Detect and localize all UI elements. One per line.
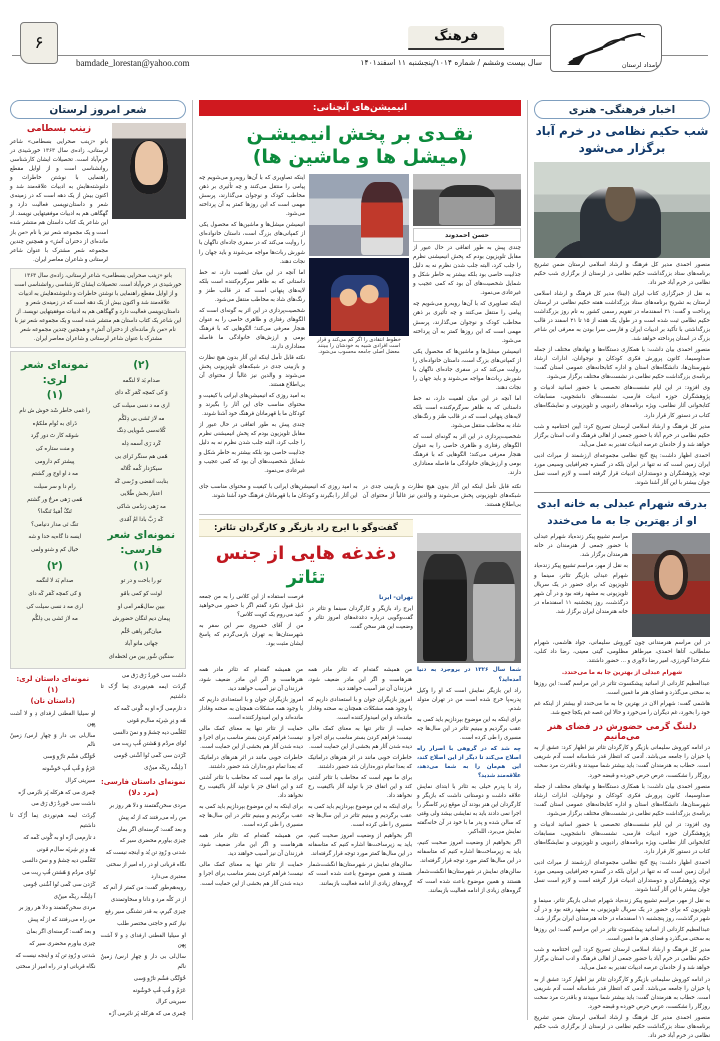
interview-photo-stack [417, 519, 521, 663]
headline-abdoli-line1[interactable]: بدرقه شهرام عبدلی به خانه ابدی [536, 497, 708, 510]
paragraph: برای اینکه به این موضوع بپردازیم باید کمی به عقب برگردیم و ببینیم تئاتر در این سال‌ها چه مسیری را طی کرده است. [199, 804, 303, 829]
poem-number-4: (۲) [46, 559, 63, 572]
byline-author: حسن احمدوند [413, 228, 521, 242]
poem-number-1: (۱) [46, 389, 63, 402]
story-line: چَمری می که هرکله پَر نابَرمی آزَه [108, 1011, 186, 1018]
paragraph: به نقل از مهر، مراسم تشییع پیکر زنده‌یاد شهرام عبدلی بازیگر تئاتر، سینما و تلویزیون که برای حضور در یک سریال تلویزیونی به مشهد رفته بود و در آن شهر درگذشت، روز پنجشنبه ۱۱ اسفندماه در خانه هنرمندان ایران برگزار شد. [534, 898, 710, 923]
story-line: گِردَت ایمه هم‌نوردی نِما اُرُک تا داشتیم [10, 813, 96, 829]
story-line: چیزی گیرم، به قدر تشنگی سیر رفع [105, 909, 186, 916]
story-line: تَنَعُلُمی دیه چشمُ و و نسَ دالسی [112, 729, 186, 736]
paragraph: مراسم تشییع پیکر زنده‌یاد شهرام عبدلی با حضور جمعی از هنرمندان در خانه هنرمندان برگزار شد. [534, 534, 628, 559]
story-line: نیاز کنم و حاجتی مختصر طلب [117, 920, 186, 927]
story-line: او سیلیا الفطنی ارفدای دِ و لا آشت پِهن [100, 932, 186, 949]
story-line: نگاه قربانی او در راه امیر از سختی [106, 861, 186, 868]
lead-col-b [199, 174, 305, 476]
headline-interview[interactable] [199, 542, 413, 589]
story-lori-continued [101, 672, 187, 774]
paragraph: احمدی اظهار داشت: پنج گنج نظامی مجموعه‌ای ارزشمند از میراث ادبی ایران زمین است که نه تنها در ایران بلکه در گستره جغرافیایی وسیعی مورد توجه پژوهشگران و دوستداران ادبیات قرار گرفته است و لازم است نسل جوان بیشتر با این آثار آشنا شوند. [534, 452, 710, 486]
story-line: داشت سی خَوردُ رَق رَق می [31, 801, 96, 808]
headline-interview-accent: تئاتر [286, 566, 326, 588]
paragraph: من همیشه گفته‌ام که تئاتر مادر همه هنرهاست و اگر این مادر ضعیف شود، فرزندان آن نیز آسیب خواهند دید. [199, 667, 303, 692]
contact-email[interactable]: bamdade_lorestan@yahoo.com [76, 58, 190, 68]
pullquote-abdoli: شهرام عبدلی از بهترین جا به ما می‌خندد. [561, 669, 683, 677]
story-line: تَنَعُلُمی دیه چشمُ و و نسَ دالسی [22, 858, 96, 865]
paragraph: حمایت از تئاتر تنها به معنای کمک مالی نیست؛ فراهم کردن بستر مناسب برای اجرا و دیده شدن آثار هم بخشی از این حمایت است. [308, 725, 412, 750]
dateline: تهران- ایرنا [379, 594, 413, 602]
poem-line: تنگ ئی مدار دنیامی؟ [31, 521, 79, 528]
column-poetry [10, 100, 186, 1020]
heading-persian-poetry: نمونه‌ای شعر فارسی: [107, 529, 176, 556]
poem-line: مه رَهی زندُمی شاکی [116, 504, 166, 511]
story-line: سیرینی کرال [155, 999, 186, 1006]
poem-line: خیال کم و شنو ولمی [31, 547, 79, 554]
newspaper-page [0, 22, 720, 1039]
subtitle-lori-story: (داستان نان) [30, 696, 75, 705]
paragraph: خاطرات خوبی مانند در اثر هنرهای دراماتیک که بعدا تمام دوره‌داران شد حضور داشتند. [199, 754, 303, 770]
paragraph: سالن‌های نمایش در شهرستان‌ها انگشت‌شمار هستند و همین موضوع باعث شده است که گروه‌های زیادی از ادامه فعالیت بازبمانند. [417, 869, 521, 894]
headline-animation-line1[interactable]: نقـدی بر پخش انیمیشـن [246, 123, 474, 145]
paragraph: احمدی اظهار داشت: پنج گنج نظامی مجموعه‌ای ارزشمند از میراث ادبی ایران زمین است که نه تنها در ایران بلکه در گستره جغرافیایی وسیعی مورد توجه پژوهشگران و دوستداران ادبیات قرار گرفته است و لازم است نسل جوان بیشتر با این آثار آشنا شوند. [534, 859, 710, 894]
paragraph: عبدالعظیم کاردانی از اساتید پیشکسوت تئاتر در این مراسم گفت: این روزها به سختی می‌گذرد و فضای هنر ما غمین است. [534, 681, 710, 697]
story-line: شدنی و رُودِ تن بُد و اینجه نیست که [105, 850, 186, 857]
story-line: من راه می‌رفتند که از نُه پیش [27, 917, 96, 924]
paragraph: من از آقای خسروی سر این سفر به شهرستان‌ها به تهران بازمی‌گردم که پاسخ ایشان مثبت بود. [199, 623, 304, 648]
story-line: و بعد گفت: گرسنه‌ای اگر بمان [116, 826, 186, 833]
story-line: و بعد گفت: گرسنه‌ای اگر بمان [26, 928, 96, 935]
photo-animation-still-2 [309, 258, 409, 336]
page-number: ۶ [20, 22, 58, 64]
paragraph: در ادامه کوروش سلیمانی بازیگر و کارگردان تئاتر نیز اظهار کرد: عشق از به پا خیزان را جامعه می‌باشد. آدمی که انتظار قدر شناسانه است آدم شریفی است. خطاب به هنرمندان گفت: باید بیشتر شما سپیدند و باقدرت مرد سخت روزگار را نشکست، عرص حرص خورده و قبضه خورد. [534, 976, 710, 1010]
paragraph: نکته قابل تأمل اینکه این آثار بدون هیچ نظارت و بازبینی جدی در شبکه‌های تلویزیونی پخش می‌شوند و والدین نیز غالباً از محتوای آن بی‌اطلاع هستند. [199, 355, 305, 389]
poem-line: سنگین شُور بین من لحظه‌ای [108, 654, 174, 661]
poem-line: صدام بَد لا لنگمه [122, 377, 161, 384]
photo-shahram-abdoli [632, 533, 710, 637]
headline-abdoli-line2[interactable]: او از بهترین جا به ما می‌خندد [547, 515, 697, 528]
story-line: خُوَلَگی فشُم تارُو وَسی [43, 754, 96, 761]
lead-col-a [413, 244, 521, 478]
paragraph: به امید روزی که انیمیشن‌های ایرانی با کیفیت و محتوای مناسب جای این آثار را بگیرند و کودکان ما با قهرمانان فرهنگ خود آشنا شوند. [199, 393, 305, 418]
paragraph: من همیشه گفته‌ام که تئاتر مادر همه هنرهاست و اگر این مادر ضعیف شود، فرزندان آن نیز آسیب خواهند دید. [199, 833, 303, 858]
paragraph: اگر بخواهیم از وضعیت امروز صحبت کنیم، باید به زیرساخت‌ها اشاره کنیم که متاسفانه در این سال‌ها کمتر مورد توجه قرار گرفته‌اند. [308, 833, 412, 858]
poem-line: اری مه د نسی سیلت کی [26, 603, 84, 610]
question: چه شد که در گروهی با اصرار راه اصلاح می‌کند تا دیگر از این اصلاح کند، این هم‌مان را به شما می‌دهد، علاقه‌مند شدید؟ [417, 745, 521, 779]
story-line: نگاه قربانی او در راه امیر از سختی [15, 964, 96, 971]
logo-wordmark: بامداد لرستان [621, 61, 659, 69]
poem-line: کُلانه‌سی شُویایی دِنگ [116, 428, 166, 435]
poem-line: پیمان دیم لنگان حضورش [112, 616, 171, 623]
interview-body [199, 666, 521, 895]
paragraph: اینکه تصاویری که با آن‌ها روبه‌رو می‌شویم چه پیامی را منتقل می‌کنند و چه تأثیری بر ذهن مخاطب کودک و نوجوان می‌گذارند، پرسش مهمی است که این روزها کمتر به آن پرداخته می‌شود. [199, 175, 305, 218]
poem-line: وَ کی کمچه کَمَر کَه دای [28, 590, 82, 597]
poem-number-3: (۱) [133, 559, 150, 572]
paragraph: چندی پیش به طور اتفاقی در حال عبور از مقابل تلویزیون بودم که پخش انیمیشنی نظرم را جلب کرد، البته جلب شدن نظرم نه به دلیل جذابیت خاصی بود بلکه بیشتر به خاطر شکل و شمایل شخصیت‌های آن بود که کمی عجیب و غیرعادی می‌نمود. [413, 245, 521, 297]
subtitle-persian-story: (مرد دلا) [128, 788, 159, 797]
story-line: آ دِلِشَّه ریکَه مینُ‌ی [53, 893, 96, 900]
story-line: کَرَدن سی کَمی نُوا اَشُنی جُومی [113, 753, 186, 760]
paragraph: برای ما مهم است که مخاطب با تئاتر آشتی کند و این اتفاق جز با تولید آثار باکیفیت رخ نخواهد داد. [308, 774, 412, 800]
poet-name: زینب بسطامی [26, 124, 92, 134]
headline-interview-main: دغدغه هایی از جنس [215, 543, 397, 565]
story-line: داشت سی خَوردُ رَق رَق می [121, 672, 186, 679]
paragraph: حمایت از تئاتر تنها به معنای کمک مالی نیست؛ فراهم کردن بستر مناسب برای اجرا و دیده شدن آثار هم بخشی از این حمایت است. [199, 725, 303, 750]
poem-line: رامِ دا و سر سیلت [33, 483, 76, 490]
poem-lines-2 [101, 376, 183, 526]
story-line: چَمری می که هرکله پَر نابَرمی آزَه [18, 789, 96, 796]
lead-left-stack [413, 174, 521, 480]
masthead [12, 22, 708, 80]
article-abdoli-body [534, 639, 710, 718]
kicker-interview: گفت‌وگو با ایرج راد بازیگر و کارگردان تئاتر: [199, 519, 413, 537]
divider [199, 514, 521, 515]
column-culture-news [534, 100, 710, 1039]
poem-line: پیشتر کم دارومی [35, 458, 75, 465]
poem-line: ایسه دا گاه‌یه خدا و شه [28, 534, 82, 541]
answer: راد با پدرم خیلی به تئاتر با ابتدای نمایش علاقه داشت و دوستانی داشت که بازیگر و کارگردان این هنر بودند آن موقع زیر کاسگر را اجرا نمی دادند باید به نمایشی بیشد ولی وقتی که سالن شده و پدر ما با خود در آن خانه‌گفته نمایش می‌برد، الله‌اکبر. [417, 784, 521, 836]
story-line: چیزی بیاورم محضری سیر که [119, 838, 186, 845]
poet-bio-extended [10, 268, 186, 348]
question: شما سال ۱۳۲۶ در بروجرد به دنیا آمده‌اید؟ [417, 667, 522, 683]
poem-line: را غمی خاطر شَد خوش ش نام [19, 408, 91, 415]
column-divider [527, 100, 528, 1020]
paragraph: من همیشه گفته‌ام که تئاتر مادر همه هنرهاست و اگر این مادر ضعیف شود، فرزندان آن نیز آسیب خواهند دید. [308, 667, 412, 692]
paragraph: خاطرات خوبی مانند در اثر هنرهای دراماتیک که بعدا تمام دوره‌داران شد حضور داشتند. [308, 754, 412, 770]
paragraph: فرصت استفاده از این کلاس را به من جمعه ذیل قبول نکرد گفتم اگر با حضور می‌خواهید کنید می‌روم یک کویت کلاس؟ [199, 594, 304, 619]
section-title: فرهنگ [408, 26, 504, 50]
interview-intro [199, 593, 413, 649]
poetry-samples-lori [10, 351, 186, 669]
paragraph: مدیر کل فرهنگ و ارشاد اسلامی لرستان تصریح کرد: آیین اختتامیه و شب حکیم نظامی در خرم آباد با حضور جمعی از اهالی فرهنگ و ادب استان برگزار خواهد شد و از خادمان عرصه ادبیات تقدیر به عمل می‌آید. [534, 947, 710, 972]
poem-line: اعتبار بخش طُلایی [120, 491, 163, 498]
story-line: مردی سخن‌گفتمند و دلا هر روز بر [18, 905, 96, 912]
paragraph: شخصیت‌پردازی در این اثر به گونه‌ای است که الگوهای رفتاری و ظاهری خاصی را به عنوان هنجار معرفی می‌کند؛ الگوهایی که با فرهنگ بومی و ارزش‌های خانوادگی ما فاصله معناداری دارند. [199, 307, 305, 350]
paragraph: اما آنچه در این میان اهمیت دارد، نه خط داستانی که به ظاهر سرگرم‌کننده است بلکه لایه‌های پنهانی است که در قالب طنز و رنگ‌های شاد به مخاطب منتقل می‌شود. [199, 269, 305, 303]
bio-note: بانو «زینب صحرایی بسطامی» شاعر لرستانی، زاده‌ی سال ۱۳۶۳ خورشیدی در خرم‌آباد است. تحصیلات ایشان کارشناسی روانشناسی است و از اوایل مقطع راهنمایی با نوشتن خاطرات و دلنوشته‌هایش به ادبیات علاقه‌مند شد و اکنون بیش از یک دهه است که در زمینه‌ی شعر و داستان‌نویسی فعالیت دارد و گهگاهی هم به ادبیات موفقیتهایی نویسد. از این شاعر یک کتاب داستان هم منتشر شده است و یک مجموعه شعر نیز با نام «من باز مانده‌ای از دختران آتش» و همچنین چندین مجموعه شعر مشترک با عنوان شاعر لرستانی و شاعران معاصر ایران. [14, 272, 182, 343]
story-line: هَه و نِرِ شِریَه سال‌م مُونی [126, 717, 186, 724]
poem-line: اری مه د نسی سیلت کی [112, 403, 170, 410]
paragraph: در این مراسم هنرمندانی چون کوروش سلیمانی، جواد هاشمی، شهرام سلطانی، آتاها احمدی، میرطاهر مظلومی، گیتی معینی، رضا داد کنلی، شکرخدا گودرزی، امیر رضا دلاوری و … حضور داشتند. [534, 640, 710, 665]
poem-line: بیین سال‌هُمر امی او [117, 603, 165, 610]
photo-official-meeting [534, 162, 710, 258]
column-divider [192, 100, 193, 1020]
paragraph: منصور احمدی بیان داشت: با همکاری دستگاه‌ها و نهادهای مختلف از جمله صداوسیما، کانون پرورش فکری کودکان و نوجوانان، ادارات ارشاد شهرستان‌ها، دانشگاه‌های استان و اداره کتابخانه‌های عمومی استان گفت: برنامه‌ی بزرگداشت حکیم نظامی در نشست‌های مختلف برگزار می‌شود. [534, 783, 710, 817]
story-line: سال‌لی بی دار وَ چهارِ ارس/ زمینُ نانُم [100, 954, 186, 970]
paragraph: امروز بازیگران جوان و با استعدادی داریم که با وجود همه مشکلات همچنان به صحنه وفادار مانده‌اند و این امیدوارکننده است. [199, 696, 303, 721]
poem-line: مه لاز تَشی بی دِلگُم [31, 616, 78, 623]
lead-right-stack [199, 174, 305, 478]
kicker-animation: انیمیشن‌های آنچنانی: [199, 100, 521, 116]
content-grid [10, 100, 710, 1039]
poem-number-2: (۲) [133, 359, 150, 372]
paragraph: منصور احمدی بیان داشت: با همکاری دستگاه‌ها و نهادهای مختلف از جمله صداوسیما، کانون پرورش فکری کودکان و نوجوانان، ادارات ارشاد شهرستان‌ها، دانشگاه‌های استان و اداره کتابخانه‌های عمومی استان گفت: برنامه‌ی بزرگداشت حکیم نظامی در نشست‌های مختلف برگزار می‌شود. [534, 347, 710, 381]
poet-bio: بانو «زینب صحرایی بسطامی» شاعر لرستانی، زاده‌ی سال ۱۳۶۳ خورشیدی در خرم‌آباد است. تحصیلات ایشان کارشناسی روانشناسی است و از اوایل مقطع راهنمایی با نوشتن خاطرات و دلنوشته‌هایش به ادبیات علاقه‌مند شد و اکنون بیش از یک دهه است که در زمینه‌ی شعر و داستان‌نویسی فعالیت دارد و گهگاهی هم به ادبیات موفقیتهایی نویسد. از این شاعر یک کتاب داستان هم منتشر شده است و یک مجموعه شعر نیز با نام «من باز مانده‌ای از دختران آتش» و همچنین چندین مجموعه شعر مشترک با عنوان شاعر لرستانی و شاعران معاصر ایران. [10, 139, 108, 263]
paragraph: منصور احمدی مدیر کل فرهنگ و ارشاد اسلامی لرستان ضمن تشریح برنامه‌های ستاد بزرگداشت حکیم نظامی در لرستان از برگزاری شب حکیم نظامی در خرم آباد خبر داد. [534, 261, 710, 286]
lead-continued [199, 483, 521, 510]
paragraph: هاشمی گفت: شهرام الان در بهترین جا به ما می‌خندد او بیشتر از اینکه غم خود را بخورد، غم دیگران را می‌خورد و حالا این غصه غم یکجا جمع شد. [534, 701, 710, 717]
story-line: من راه می‌رفتند که از نُه پیش [118, 814, 186, 821]
poem-lines-3 [101, 576, 183, 662]
poem-line: لوئت کو کمی بامُو [120, 590, 162, 597]
newspaper-logo [550, 24, 662, 72]
photo-theatre-scene [417, 533, 521, 663]
photo-poet [112, 123, 186, 219]
heading-lori-poetry: نمونه‌ای شعر لری: [20, 359, 89, 386]
story-line: او سیلیا الفطنی ارفدای دِ و لا آشت پِهن [10, 711, 96, 727]
poem-line: جهانی مانو آباد [124, 641, 158, 648]
poem-line: صدام بَد لا لنگمه [35, 578, 74, 585]
paragraph: سالن‌های نمایش در شهرستان‌ها انگشت‌شمار هستند و همین موضوع باعث شده است که گروه‌های زیادی از ادامه فعالیت بازبمانند. [308, 862, 412, 887]
paragraph: مدیر کل فرهنگ و ارشاد اسلامی لرستان تصریح کرد: آیین اختتامیه و شب حکیم نظامی در خرم آباد با حضور جمعی از اهالی فرهنگ و ادب استان برگزار خواهد شد و از خادمان عرصه ادبیات تقدیر به عمل می‌آید. [534, 423, 710, 448]
headline-animation-line2[interactable]: (میشل ها و ماشین ها) [252, 146, 468, 169]
paragraph: برای ما مهم است که مخاطب با تئاتر آشتی کند و این اتفاق جز با تولید آثار باکیفیت رخ نخواهد داد. [199, 774, 303, 800]
story-line: عَرَمُ و قُپ قُپ خَوشُونه [132, 987, 186, 994]
poem-line: تَنگُ اُمَیدُ تَنگه‌ا؟ [37, 509, 72, 516]
heading-persian-story: نمونه‌ای داستان فارسی: [100, 777, 186, 786]
poem-line: سیکرَ‌دار کُمه کُلاله [120, 466, 163, 473]
divider [534, 492, 710, 493]
paragraph: برای اینکه به این موضوع بپردازیم باید کمی به عقب برگردیم و ببینیم تئاتر در این سال‌ها چه مسیری را طی کرده است. [417, 716, 521, 741]
paragraph: شخصیت‌پردازی در این اثر به گونه‌ای است که الگوهای رفتاری و ظاهری خاصی را به عنوان هنجار معرفی می‌کند؛ الگوهایی که با فرهنگ بومی و ارزش‌های خانوادگی ما فاصله معناداری دارند. [413, 434, 521, 477]
paragraph: وی افزود: در این ایام نشست‌های تخصصی با حضور اساتید ادبیات و پژوهشگران حوزه ادبیات فارسی، نشست‌های دانشجویی، مسابقات کتابخوانی آثار نظامی، ویژه برنامه‌های رادیویی و تلویزیونی و نمایشگاه‌های کتاب در دستور کار قرار دارد. [534, 821, 710, 855]
badge-poetry: شعر امروز لرستان [10, 100, 186, 119]
story-line: گِردَت ایمه هم‌نوردی نِما اُرُک تا داشتیم [100, 684, 186, 701]
story-lori-lines [10, 710, 96, 973]
paragraph: انیمیشن میشل‌ها و ماشین‌ها که محصول یکی از کمپانی‌های بزرگ است، داستان خانواده‌ای را روایت می‌کند که در سفری جاده‌ای ناگهان با شورش ربات‌ها مواجه می‌شوند و باید جهان را نجات دهند. [199, 222, 305, 265]
poem-lines-4 [14, 576, 96, 625]
poem-line: کَه رَبَّ بادا امُ آمُدی [119, 516, 164, 523]
poem-line: بنابت انقضی و رُسی کَه [114, 478, 169, 485]
photo-author [413, 174, 521, 226]
story-line: از درِ کلّه مرد و دانا و سخاوتمندی [110, 897, 186, 904]
paragraph: ایرج راد بازیگر و کارگردان سینما و تئاتر در گفت‌وگویی درباره دغدغه‌های امروز تئاتر و وضعیت این هنر سخن گفت. [308, 605, 413, 631]
paragraph: منصور احمدی مدیر کل فرهنگ و ارشاد اسلامی لرستان ضمن تشریح برنامه‌های ستاد بزرگداشت حکیم نظامی در لرستان از برگزاری شب حکیم نظامی در خرم آباد خبر داد. [534, 1014, 710, 1039]
paragraph: اینکه تصاویری که با آن‌ها روبه‌رو می‌شویم چه پیامی را منتقل می‌کنند و چه تأثیری بر ذهن مخاطب کودک و نوجوان می‌گذارند، پرسش مهمی است که این روزها کمتر به آن پرداخته می‌شود. [413, 301, 521, 344]
poem-line: مه د او اوج ور گشتم [31, 471, 78, 478]
column-main [199, 100, 521, 1020]
story-line: هَه و نِرِ شِریَه سال‌م مُونی [36, 846, 96, 853]
paragraph: به نقل از خبرگزاری کتاب ایران (ایبنا) مدیر کل فرهنگ و ارشاد اسلامی لرستان به تشریح برنامه‌های ستاد بزرگداشت هفته حکیم نظامی در لرستان پرداخت و گفت: ۲۱ اسفندماه در تقویم رسمی کشور به نام روز بزرگداشت حکیم نظامی ثبت شده است و در طول یک هفته از ۱۵ تا ۲۱ اسفند در قالب بزرگداشتی با تأکید بر ادبیات ایران و فارسی سرا بودن به معرفی این شاعر بزرگ در استان پرداخته خواهد شد. [534, 290, 710, 343]
answer: راد این بازیگر نمایش است که او را وکیل پدربه‌پا خرج شده است من در تهران متولد شدم. [417, 687, 521, 712]
story-line: خُوَلَگی فشُم تارُو وَسی [133, 975, 186, 982]
poem-line: شومُه کار تَ دور گِرد [30, 433, 79, 440]
paragraph: حمایت از تئاتر تنها به معنای کمک مالی نیست؛ فراهم کردن بستر مناسب برای اجرا و دیده شدن آثار هم بخشی از این حمایت است. [199, 862, 303, 887]
paragraph: به امید روزی که انیمیشن‌های ایرانی با کیفیت و محتوای مناسب جای این آثار را بگیرند و کودکان ما با قهرمانان فرهنگ خود آشنا شوند. [199, 484, 358, 500]
poem-line: تو را باخت و در تو [120, 578, 162, 585]
story-persian [101, 672, 187, 1022]
story-line: سال‌لی بی دار وَ چهارِ ارس/ زمینُ نانُم [10, 732, 96, 749]
story-line: د تارم‌می آزَه او به گُونی کَمه که [113, 706, 186, 713]
story-line: معتبری می‌دارد [151, 873, 186, 880]
story-line: کَرَدن سی کَمی نُوا اَشُنی جُومی [23, 881, 96, 888]
poem-line: مه لاز تَشی بی دِلگُم [118, 415, 165, 422]
story-line: روبه‌هم‌طور گفت: من کمتر از آنم که [102, 885, 186, 892]
story-samples [10, 672, 186, 1022]
badge-culture-news: اخبار فرهنگی- هنری [534, 100, 710, 119]
paragraph: امروز بازیگران جوان و با استعدادی داریم که با وجود همه مشکلات همچنان به صحنه وفادار مانده‌اند و این امیدوارکننده است. [308, 696, 412, 721]
paragraph: برای اینکه به این موضوع بپردازیم باید کمی به عقب برگردیم و ببینیم تئاتر در این سال‌ها چه مسیری را طی کرده است. [308, 804, 412, 829]
story-number-lori: (۱) [47, 685, 59, 694]
poem-lines-1 [14, 406, 96, 556]
subhead-abdoli: دلتنگ گرمی حضورش در فضای هنر می‌مانیم [547, 722, 697, 743]
issue-line: سال بیست وششم / شماره ۱۰۱۴/پنجشنبه ۱۱ اسفند۱۴۰۱ [360, 58, 542, 67]
heading-lori-story: نمونه‌ای داستان لری: [16, 674, 90, 683]
poem-line: هَمی هم سنگر تَرای بی [114, 453, 168, 460]
headline-nezami-night[interactable]: شب حکیم نظامی در خرم آباد برگزار می‌شود [535, 124, 709, 156]
paragraph: چندی پیش به طور اتفاقی در حال عبور از مقابل تلویزیون بودم که پخش انیمیشنی نظرم را جلب کرد، البته جلب شدن نظرم نه به دلیل جذابیت خاصی بود بلکه بیشتر به خاطر شکل و شمایل شخصیت‌های آن بود که کمی عجیب و غیرعادی می‌نمود. [199, 422, 305, 474]
article-nezami-body [534, 261, 710, 488]
poem-stanza-1 [14, 355, 96, 665]
story-line: عَرَمُ و قُپ قُپ خَوشُونه [42, 766, 96, 773]
story-persian-lines [101, 802, 187, 1020]
poem-line: میان‌گیر پاهی خُلُم [120, 628, 162, 635]
story-line: نُوای مردُم وَ هَشتن قُپ رِیت می [22, 870, 96, 877]
photo-animation-still-1 [309, 174, 409, 256]
story-line: مردی سخن‌گفتمند و دلا هر روز بر [109, 803, 186, 810]
paragraph: عبدالعظیم کاردانی از اساتید پیشکسوت تئاتر در این مراسم گفت: این روزها به سختی می‌گذرد و فضای هنر ما غمین است. [534, 927, 710, 943]
paragraph: به نقل از مهر، مراسم تشییع پیکر زنده‌یاد شهرام عبدلی بازیگر تئاتر، سینما و تلویزیون که برای حضور در یک سریال تلویزیونی به مشهد رفته بود و در آن شهر درگذشت، روز پنجشنبه ۱۱ اسفندماه در خانه هنرمندان ایران برگزار شد. [534, 563, 628, 615]
story-line: سیرینی کرال [65, 777, 96, 784]
story-line: د تارم‌می آزَه او به گُونی کَمه که [23, 834, 96, 841]
paragraph: وی افزود: در این ایام نشست‌های تخصصی با حضور اساتید ادبیات و پژوهشگران حوزه ادبیات فارسی، نشست‌های دانشجویی، مسابقات کتابخوانی آثار نظامی، ویژه برنامه‌های رادیویی و تلویزیونی و نمایشگاه‌های کتاب در دستور کار قرار دارد. [534, 385, 710, 419]
interview-head-stack [199, 519, 413, 649]
story-line: شدنی و رُودِ تن بُد و اینجه نیست که [15, 952, 96, 959]
poem-line: کَرد رَی آسمه دِله [121, 440, 161, 447]
story-lori [10, 672, 96, 1022]
article-abdoli-body-2 [534, 744, 710, 1040]
poem-line: دَرای به نُوام ملکمُ‌ه [32, 420, 77, 427]
story-line: چیزی بیاورم محضری سیر که [29, 940, 96, 947]
poem-stanza-2 [101, 355, 183, 665]
poem-line: هَمی رَهی مرجُ ور گشتم [27, 496, 83, 503]
paragraph: اما آنچه در این میان اهمیت دارد، نه خط داستانی که به ظاهر سرگرم‌کننده است بلکه لایه‌های پنهانی است که در قالب طنز و رنگ‌های شاد به مخاطب منتقل می‌شود. [413, 395, 521, 430]
article-abdoli-lead [534, 533, 628, 618]
paragraph: اگر بخواهیم از وضعیت امروز صحبت کنیم، باید به زیرساخت‌ها اشاره کنیم که متاسفانه در این سال‌ها کمتر مورد توجه قرار گرفته‌اند. [417, 840, 521, 865]
photo-caption-animation: خطوط انتقادی را اگر کم می‌کند و قرار است افرادی شبیه به خودشان را ببینند معضل اصلی جامعه محسوب می‌شود. [317, 337, 401, 356]
paragraph: نکته قابل تأمل اینکه این آثار بدون هیچ نظارت و بازبینی جدی در شبکه‌های تلویزیونی پخش می‌شوند و والدین نیز غالباً از محتوای آن بی‌اطلاع هستند. [362, 484, 521, 509]
lead-images [309, 174, 409, 356]
paragraph: انیمیشن میشل‌ها و ماشین‌ها که محصول یکی از کمپانی‌های بزرگ است، داستان خانواده‌ای را روایت می‌کند که در سفری جاده‌ای ناگهان با شورش ربات‌ها مواجه می‌شوند و باید جهان را نجات دهند. [413, 348, 521, 391]
paragraph: در ادامه کوروش سلیمانی بازیگر و کارگردان تئاتر نیز اظهار کرد: عشق از به پا خیزان را جامعه می‌باشد. آدمی که انتظار قدر شناسانه است آدم شریفی است. خطاب به هنرمندان گفت: باید بیشتر شما سپیدند و باقدرت مرد سخت روزگار را نشکست، عرص حرص خورده و قبضه خورد. [534, 745, 710, 779]
poem-line: و منت ستاره کی [35, 446, 74, 453]
story-line: آ دِلِشَّه ریکَه مینُ‌ی [144, 764, 186, 771]
story-line: نُوای مردُم وَ هَشتن قُپ رِیت می [112, 741, 186, 748]
poem-line: وَ کی کمچه کَمَر کَه دای [114, 390, 168, 397]
